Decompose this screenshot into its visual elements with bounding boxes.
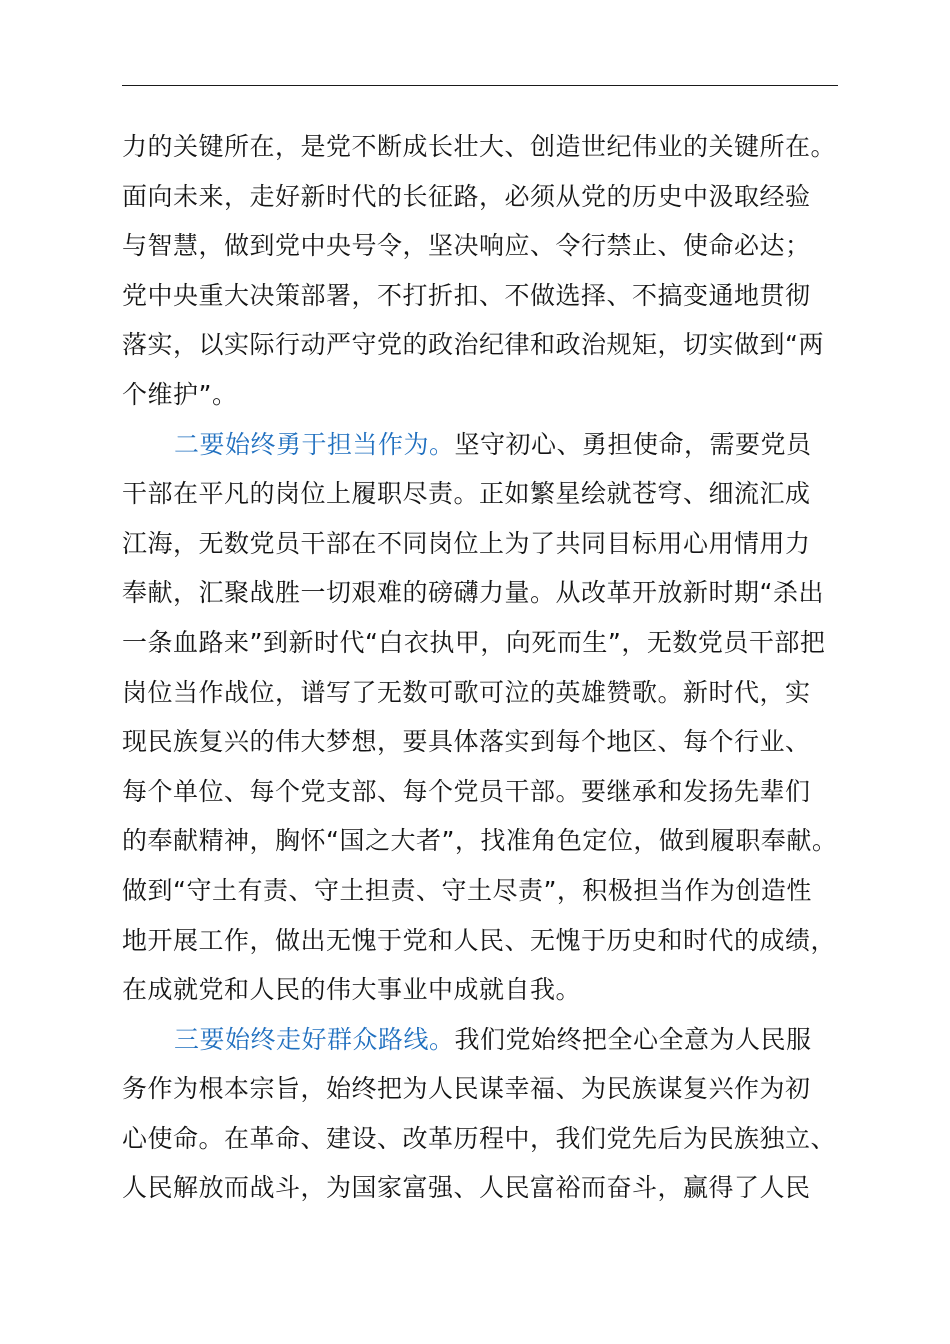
text-line: 一条血路来”到新时代“白衣执甲，向死而生”，无数党员干部把 — [122, 627, 826, 657]
text-line: 党中央重大决策部署，不打折扣、不做选择、不搞变通地贯彻 — [122, 280, 811, 310]
text-line: 与智慧，做到党中央号令，坚决响应、令行禁止、使命必达； — [122, 231, 811, 261]
text-line: 做到“守土有责、守土担责、守土尽责”，积极担当作为创造性 — [122, 875, 812, 905]
document-body — [122, 122, 838, 1213]
text-line: 现民族复兴的伟大梦想，要具体落实到每个地区、每个行业、 — [122, 727, 811, 757]
text-line: 干部在平凡的岗位上履职尽责。正如繁星绘就苍穹、细流汇成 — [122, 479, 811, 509]
section-heading-three: 三要始终走好群众路线。 — [174, 1024, 455, 1054]
text-line: 的奉献精神，胸怀“国之大者”，找准角色定位，做到履职奉献。 — [122, 826, 838, 856]
text-line: 江海，无数党员干部在不同岗位上为了共同目标用心用情用力 — [122, 528, 811, 558]
text-line: 每个单位、每个党支部、每个党员干部。要继承和发扬先辈们 — [122, 776, 811, 806]
section-heading-two: 二要始终勇于担当作为。 — [174, 429, 455, 459]
text-line: 力的关键所在，是党不断成长壮大、创造世纪伟业的关键所在。 — [122, 132, 837, 161]
text-line: 务作为根本宗旨，始终把为人民谋幸福、为民族谋复兴作为初 — [122, 1074, 811, 1104]
text-line: 奉献，汇聚战胜一切艰难的磅礴力量。从改革开放新时期“杀出 — [122, 578, 824, 608]
text-line: 在成就党和人民的伟大事业中成就自我。 — [122, 975, 582, 1005]
section-three-text: 我们党始终把全心全意为人民服 — [454, 1024, 812, 1054]
text-line: 人民解放而战斗，为国家富强、人民富裕而奋斗，赢得了人民 — [122, 1173, 811, 1203]
text-line: 地开展工作，做出无愧于党和人民、无愧于历史和时代的成绩， — [122, 925, 837, 955]
text-line: 面向未来，走好新时代的长征路，必须从党的历史中汲取经验 — [122, 181, 811, 211]
section-three-first-line — [122, 1015, 838, 1065]
text-line: 岗位当作战位，谱写了无数可歌可泣的英雄赞歌。新时代，实 — [122, 677, 811, 707]
section-two-first-line — [122, 420, 838, 470]
text-line: 落实，以实际行动严守党的政治纪律和政治规矩，切实做到“两 — [122, 330, 824, 360]
text-line: 心使命。在革命、建设、改革历程中，我们党先后为民族独立、 — [122, 1123, 837, 1153]
section-two-text: 坚守初心、勇担使命，需要党员 — [454, 429, 812, 459]
header-rule — [122, 85, 838, 86]
text-line: 个维护”。 — [122, 379, 238, 409]
